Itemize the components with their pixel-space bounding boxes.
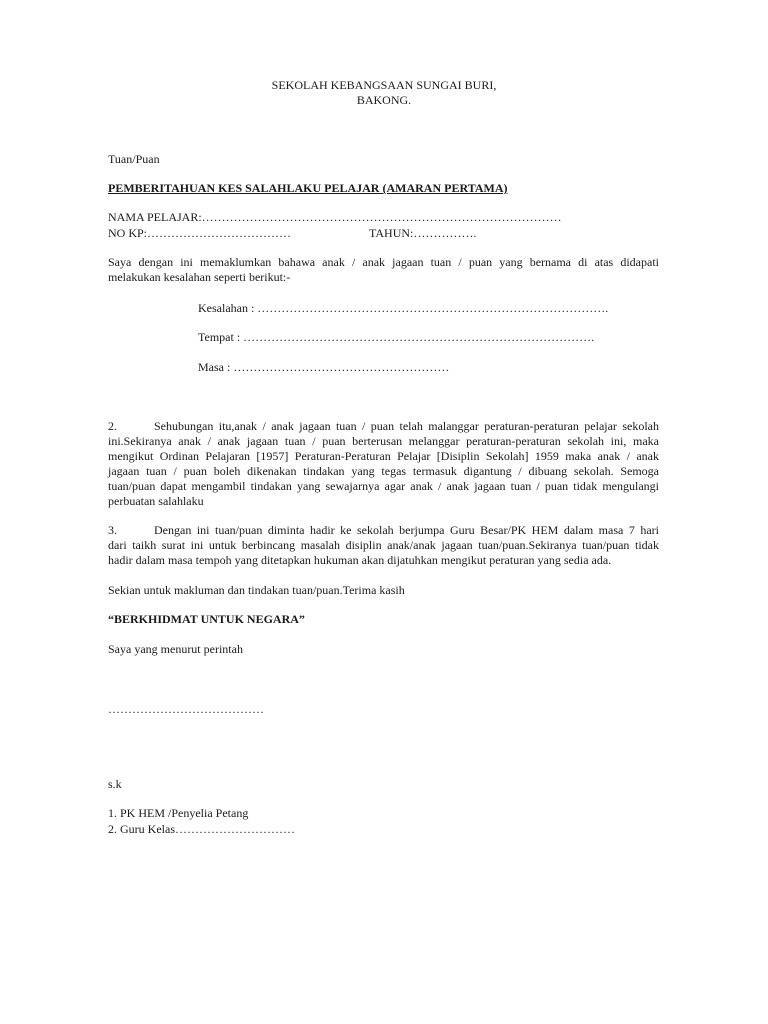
school-location: BAKONG. [356,93,412,107]
para2-line: mengikut Ordinan Pelajaran [1957] Peraturan-Peraturan Pelajar [Disiplin Sekolah] 1959 maka anak / anak [108,449,659,463]
student-name-field: NAMA PELAJAR:……………………………………………………………………………… [108,210,562,224]
time-field: Masa : ……………………………………………… [198,360,450,374]
paragraph-3 [108,523,659,568]
para2-line: tuan/puan dapat mengambil tindakan yang sewajarnya agar anak / anak jagaan tuan / puan tidak mengulangi [108,479,659,493]
intro-line: Saya dengan ini memaklumkan bahawa anak / anak jagaan tuan / puan yang bernama di atas didapati [108,255,659,269]
offence-field: Kesalahan : ……………………………………………………………………………. [198,301,609,315]
closing-order: Saya yang menurut perintah [108,642,243,656]
signature-line: ………………………………… [108,702,264,716]
closing-thanks: Sekian untuk makluman dan tindakan tuan/puan.Terima kasih [108,583,405,597]
student-ic-field: NO KP:……………………………… [108,226,292,240]
motto: “BERKHIDMAT UNTUK NEGARA” [108,612,305,626]
student-year-field: TAHUN:……………. [369,226,477,240]
para3-line: hadir dalam masa tempoh yang ditetapkan hukuman akan dijatuhkan mengikut peraturan yang sedia ada. [108,553,612,567]
intro-paragraph [108,255,659,285]
cc-item: 2. Guru Kelas………………………… [108,822,295,836]
para3-line: Dengan ini tuan/puan diminta hadir ke sekolah berjumpa Guru Besar/PK HEM dalam masa 7 hari [154,523,659,537]
para2-line: Sehubungan itu,anak / anak jagaan tuan / puan telah malanggar peraturan-peraturan pelajar sekolah [154,419,659,433]
intro-line: melakukan kesalahan seperti berikut:- [108,270,291,284]
para3-line: dari taikh surat ini untuk berbincang masalah disiplin anak/anak jagaan tuan/puan.Sekiranya tuan/puan tidak [108,538,659,552]
school-name: SEKOLAH KEBANGSAAN SUNGAI BURI, [271,78,497,92]
para2-line: jagaan tuan / puan boleh dikenakan tindakan yang tegas termasuk digantung / dibuang sekolah. Semoga [108,464,659,478]
para2-line: ini.Sekiranya anak / anak jagaan tuan / puan berterusan melanggar peraturan-peraturan sekolah ini, maka [108,434,659,448]
salutation: Tuan/Puan [108,152,160,166]
para2-line: perbuatan salahlaku [108,494,204,508]
paragraph-2 [108,419,659,509]
letter-title: PEMBERITAHUAN KES SALAHLAKU PELAJAR (AMARAN PERTAMA) [108,181,508,195]
para2-number: 2. [108,419,117,433]
place-field: Tempat : ……………………………………………………………………………. [198,330,595,344]
cc-item: 1. PK HEM /Penyelia Petang [108,806,249,820]
para3-number: 3. [108,523,117,537]
cc-label: s.k [108,777,122,791]
